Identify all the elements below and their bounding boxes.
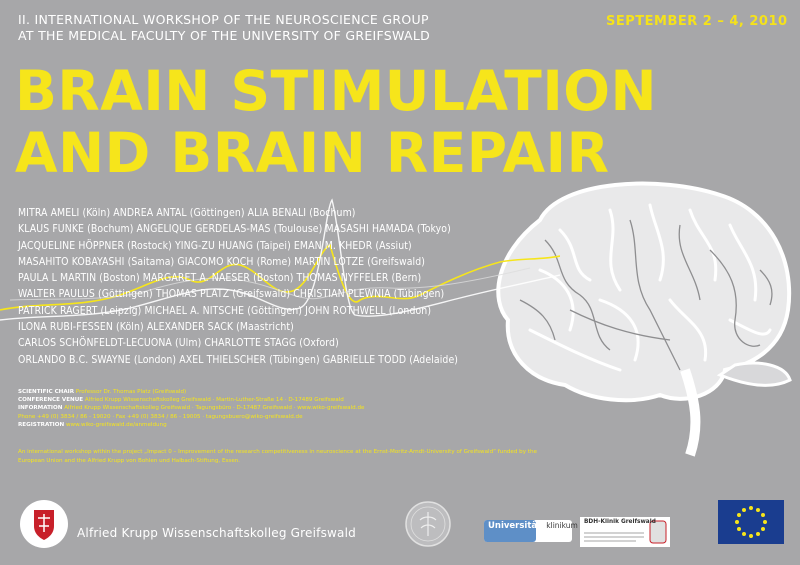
bdh-label: BDH-Klinik Greifswald xyxy=(584,519,656,525)
eu-flag-icon xyxy=(718,500,784,544)
speakers-line: PATRICK RAGERT (Leipzig) MICHAEL A. NITSCHE (Göttingen) JOHN ROTHWELL (London) xyxy=(18,304,432,317)
akwg-logo xyxy=(18,498,70,550)
uni-main: Universitäts xyxy=(488,521,547,531)
subtitle-line-1: II. INTERNATIONAL WORKSHOP OF THE NEUROSCIENCE GROUP xyxy=(18,12,429,27)
chair-value: Professor Dr. Thomas Platz (Greifswald) xyxy=(75,389,187,395)
uni-sub: klinikum xyxy=(546,521,578,530)
title-line-2: AND BRAIN REPAIR xyxy=(15,121,610,185)
speakers-line: ORLANDO B.C. SWAYNE (London) AXEL THIELSCHER (Tübingen) GABRIELLE TODD (Adelaide) xyxy=(18,353,459,366)
registration-link[interactable]: www.wiko-greifswald.de/anmeldung xyxy=(65,421,167,428)
venue-label: CONFERENCE VENUE xyxy=(18,397,84,404)
speakers-list xyxy=(18,205,458,368)
university-seal-icon xyxy=(404,500,452,548)
info-block xyxy=(18,388,364,429)
subtitle-line-2: AT THE MEDICAL FACULTY OF THE UNIVERSITY OF GREIFSWALD xyxy=(18,28,431,43)
poster-title xyxy=(15,60,657,184)
contact-phone: Phone +49 (0) 3834 / 86 - 19020 · Fax +49 (0) 3834 / 86 - 19005 · tagungsbuero@wiko-greifswald.de xyxy=(18,413,303,420)
akwg-name: Alfried Krupp Wissenschaftskolleg Greifswald xyxy=(77,526,356,540)
information-value: Alfried Krupp Wissenschaftskolleg Greifswald · Tagungsbüro · D-17487 Greifswald · www.wiko-greifswald.de xyxy=(64,405,365,412)
title-line-1: BRAIN STIMULATION xyxy=(15,59,658,123)
speakers-line: ILONA RUBI-FESSEN (Köln) ALEXANDER SACK (Maastricht) xyxy=(18,321,294,334)
universitaetsklinikum-text xyxy=(488,521,578,531)
chair-label: SCIENTIFIC CHAIR xyxy=(18,389,75,395)
speakers-line: MASAHITO KOBAYASHI (Saitama) GIACOMO KOCH (Rome) MARTIN LOTZE (Greifswald) xyxy=(18,255,426,268)
event-date: SEPTEMBER 2 – 4, 2010 xyxy=(606,14,788,29)
speakers-line: WALTER PAULUS (Göttingen) THOMAS PLATZ (Greifswald) CHRISTIAN PLEWNIA (Tübingen) xyxy=(18,288,445,301)
speakers-line: CARLOS SCHÖNFELDT-LECUONA (Ulm) CHARLOTTE STAGG (Oxford) xyxy=(18,337,339,350)
information-label: INFORMATION xyxy=(18,405,63,412)
project-description: An international workshop within the project „Impact 0 – Improvement of the research competitiveness in neuroscience at the Ernst-Moritz-Arndt-University of Greifswald“ funded by the European Union and the Alfried Krupp von Bohlen und Halbach-Stiftung, Essen. xyxy=(18,449,538,464)
venue-value: Alfried Krupp Wissenschaftskolleg Greifswald · Martin-Luther-Straße 14 · D-17489 Greifswald xyxy=(84,397,344,404)
speakers-line: PAULA L MARTIN (Boston) MARGARET A. NAESER (Boston) THOMAS NYFFELER (Bern) xyxy=(18,272,422,285)
workshop-subtitle xyxy=(18,12,430,44)
speakers-line: JACQUELINE HÖPPNER (Rostock) YING-ZU HUANG (Taipei) EMAN M. KHEDR (Assiut) xyxy=(18,239,412,252)
speakers-line: MITRA AMELI (Köln) ANDREA ANTAL (Göttingen) ALIA BENALI (Bochum) xyxy=(18,207,356,219)
registration-label: REGISTRATION xyxy=(18,421,65,428)
speakers-line: KLAUS FUNKE (Bochum) ANGELIQUE GERDELAS-MAS (Toulouse) MASASHI HAMADA (Tokyo) xyxy=(18,223,451,236)
